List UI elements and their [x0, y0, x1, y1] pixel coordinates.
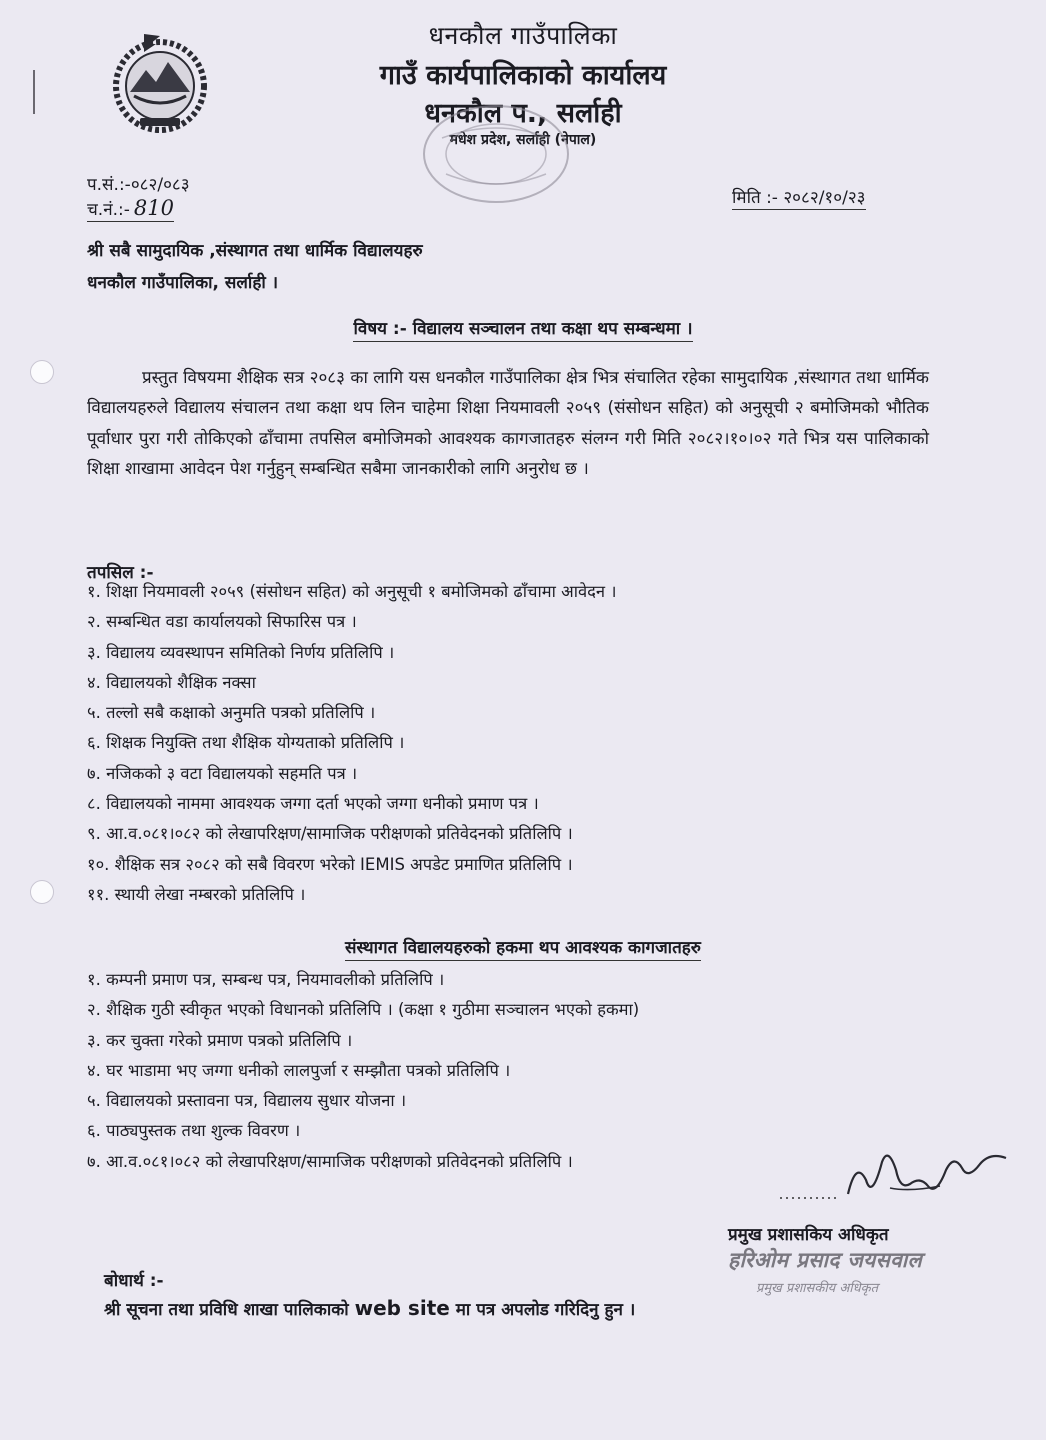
letter-date: मिति :- २०८२/१०/२३: [732, 185, 866, 210]
header-province: मधेश प्रदेश, सर्लाही (नेपाल): [449, 132, 597, 148]
tapasil-heading: तपसिल :-: [87, 563, 154, 583]
signatory-title: प्रमुख प्रशासकिय अधिकृत: [728, 1225, 889, 1245]
cc-label: बोधार्थ :-: [104, 1271, 164, 1291]
recipient-line-1: श्री सबै सामुदायिक ,संस्थागत तथा धार्मिक विद्यालयहरु: [87, 241, 423, 261]
cc-website: web site: [354, 1296, 450, 1320]
list-item: ३. कर चुक्ता गरेको प्रमाण पत्रको प्रतिलिपि ।: [87, 1030, 353, 1050]
list-item: २. सम्बन्धित वडा कार्यालयको सिफारिस पत्र ।: [87, 612, 357, 632]
list-item: ३. विद्यालय व्यवस्थापन समितिको निर्णय प्रतिलिपि ।: [87, 642, 395, 662]
list-item: ६. पाठ्यपुस्तक तथा शुल्क विवरण ।: [87, 1121, 301, 1141]
institutional-list: [87, 965, 639, 1177]
letter-number: प.सं.:-०८२/०८३: [87, 175, 190, 195]
dispatch-number: [87, 196, 174, 222]
punch-hole-bottom: [30, 880, 54, 904]
list-item: ९. आ.व.०८१।०८२ को लेखापरिक्षण/सामाजिक परीक्षणको प्रतिवेदनको प्रतिलिपि ।: [87, 824, 573, 844]
cc-line: [104, 1296, 635, 1320]
office-seal-icon: [412, 98, 580, 210]
subject-text: विषय :- विद्यालय सञ्चालन तथा कक्षा थप सम्बन्धमा ।: [353, 319, 692, 342]
signatory-stamp-subtitle: प्रमुख प्रशासकीय अधिकृत: [756, 1281, 879, 1296]
cc-line-end: मा पत्र अपलोड गरिदिनु हुन ।: [449, 1300, 636, 1320]
recipient-line-2: धनकौल गाउँपालिका, सर्लाही ।: [87, 273, 279, 293]
dispatch-handwritten-number: 810: [133, 196, 174, 220]
header-municipality: धनकौल गाउँपालिका: [428, 21, 618, 50]
header-office: गाउँ कार्यपालिकाको कार्यालय: [379, 60, 667, 91]
institutional-heading: [0, 935, 1046, 958]
signature-icon: [770, 1140, 1020, 1210]
tapasil-list: [87, 577, 617, 910]
body-paragraph: प्रस्तुत विषयमा शैक्षिक सत्र २०८३ का लागि यस धनकौल गाउँपालिका क्षेत्र भित्र संचालित रहेका सामुदायिक ,संस्थागत तथा धार्मिक विद्यालयहरुले विद्यालय संचालन तथा कक्षा थप लिन चाहेमा शिक्षा नियमावली २०५९ (संसोधन सहित) को अनुसूची २ बमोजिमको भौतिक पूर्वाधार पुरा गरी तोकिएको ढाँचामा तपसिल बमोजिमको आवश्यक कागजातहरु संलग्न गरी मिति २०८२।१०।०२ गते भित्र यस पालिकाको शिक्षा शाखामा आवेदन पेश गर्नुहुन् सम्बन्धित सबैमा जानकारीको लागि अनुरोध छ ।: [87, 368, 929, 480]
list-item: ८. विद्यालयको नाममा आवश्यक जग्गा दर्ता भएको जग्गा धनीको प्रमाण पत्र ।: [87, 794, 539, 814]
signatory-name-stamp: हरिओम प्रसाद जयसवाल: [728, 1247, 923, 1272]
list-item: १०. शैक्षिक सत्र २०८२ को सबै विवरण भरेको IEMIS अपडेट प्रमाणित प्रतिलिपि ।: [87, 854, 573, 874]
list-item: ४. घर भाडामा भए जग्गा धनीको लालपुर्जा र सम्झौता पत्रको प्रतिलिपि ।: [87, 1060, 511, 1080]
list-item: ११. स्थायी लेखा नम्बरको प्रतिलिपि ।: [87, 884, 306, 904]
list-item: ६. शिक्षक नियुक्ति तथा शैक्षिक योग्यताको प्रतिलिपि ।: [87, 733, 405, 753]
list-item: ४. विद्यालयको शैक्षिक नक्सा: [87, 672, 256, 692]
punch-hole-top: [30, 360, 54, 384]
subject-line: [0, 316, 1046, 339]
list-item: ५. विद्यालयको प्रस्तावना पत्र, विद्यालय सुधार योजना ।: [87, 1091, 407, 1111]
list-item: १. शिक्षा नियमावली २०५९ (संसोधन सहित) को अनुसूची १ बमोजिमको ढाँचामा आवेदन ।: [87, 582, 617, 601]
list-item: ५. तल्लो सबै कक्षाको अनुमति पत्रको प्रतिलिपि ।: [87, 703, 376, 723]
cc-line-start: श्री सूचना तथा प्रविधि शाखा पालिकाको: [104, 1300, 355, 1320]
list-item: ७. नजिकको ३ वटा विद्यालयको सहमति पत्र ।: [87, 763, 358, 783]
list-item: ७. आ.व.०८१।०८२ को लेखापरिक्षण/सामाजिक परीक्षणको प्रतिवेदनको प्रतिलिपि ।: [87, 1151, 573, 1171]
header-location: धनकौल प., सर्लाही: [424, 98, 622, 129]
dispatch-label: च.नं.:-: [87, 200, 130, 220]
list-item: २. शैक्षिक गुठी स्वीकृत भएको विधानको प्रतिलिपि । (कक्षा १ गुठीमा सञ्चालन भएको हकमा): [87, 1000, 640, 1020]
list-item: १. कम्पनी प्रमाण पत्र, सम्बन्ध पत्र, नियमावलीको प्रतिलिपि ।: [87, 970, 445, 989]
institutional-heading-text: संस्थागत विद्यालयहरुको हकमा थप आवश्यक कागजातहरु: [345, 938, 701, 961]
